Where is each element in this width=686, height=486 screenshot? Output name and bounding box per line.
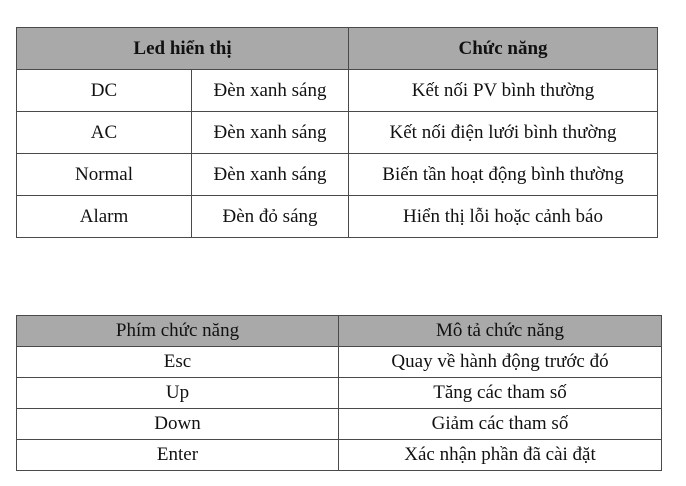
- key-description-cell: Quay về hành động trước đó: [339, 347, 662, 378]
- table-row: [17, 409, 662, 440]
- table-row: [17, 70, 658, 112]
- led-name-cell: Normal: [17, 154, 192, 196]
- table-row: [17, 112, 658, 154]
- key-table-header-row: [17, 316, 662, 347]
- led-indicator-table: [16, 27, 658, 238]
- key-description-cell: Giảm các tham số: [339, 409, 662, 440]
- description-column-header: Mô tả chức năng: [339, 316, 662, 347]
- led-function-cell: Kết nối điện lưới bình thường: [349, 112, 658, 154]
- led-light-cell: Đèn xanh sáng: [192, 154, 349, 196]
- led-light-cell: Đèn xanh sáng: [192, 70, 349, 112]
- function-key-table: [16, 315, 662, 471]
- table-row: [17, 347, 662, 378]
- led-light-cell: Đèn xanh sáng: [192, 112, 349, 154]
- led-function-cell: Biến tần hoạt động bình thường: [349, 154, 658, 196]
- led-name-cell: DC: [17, 70, 192, 112]
- key-description-cell: Tăng các tham số: [339, 378, 662, 409]
- led-name-cell: Alarm: [17, 196, 192, 238]
- table-row: [17, 440, 662, 471]
- table-row: [17, 154, 658, 196]
- key-name-cell: Down: [17, 409, 339, 440]
- key-column-header: Phím chức năng: [17, 316, 339, 347]
- table-row: [17, 196, 658, 238]
- led-table-header-row: [17, 28, 658, 70]
- function-column-header: Chức năng: [349, 28, 658, 70]
- key-name-cell: Enter: [17, 440, 339, 471]
- key-name-cell: Esc: [17, 347, 339, 378]
- table-row: [17, 378, 662, 409]
- led-light-cell: Đèn đỏ sáng: [192, 196, 349, 238]
- led-column-header: Led hiển thị: [17, 28, 349, 70]
- led-function-cell: Kết nối PV bình thường: [349, 70, 658, 112]
- led-function-cell: Hiển thị lỗi hoặc cảnh báo: [349, 196, 658, 238]
- key-description-cell: Xác nhận phần đã cài đặt: [339, 440, 662, 471]
- key-name-cell: Up: [17, 378, 339, 409]
- led-name-cell: AC: [17, 112, 192, 154]
